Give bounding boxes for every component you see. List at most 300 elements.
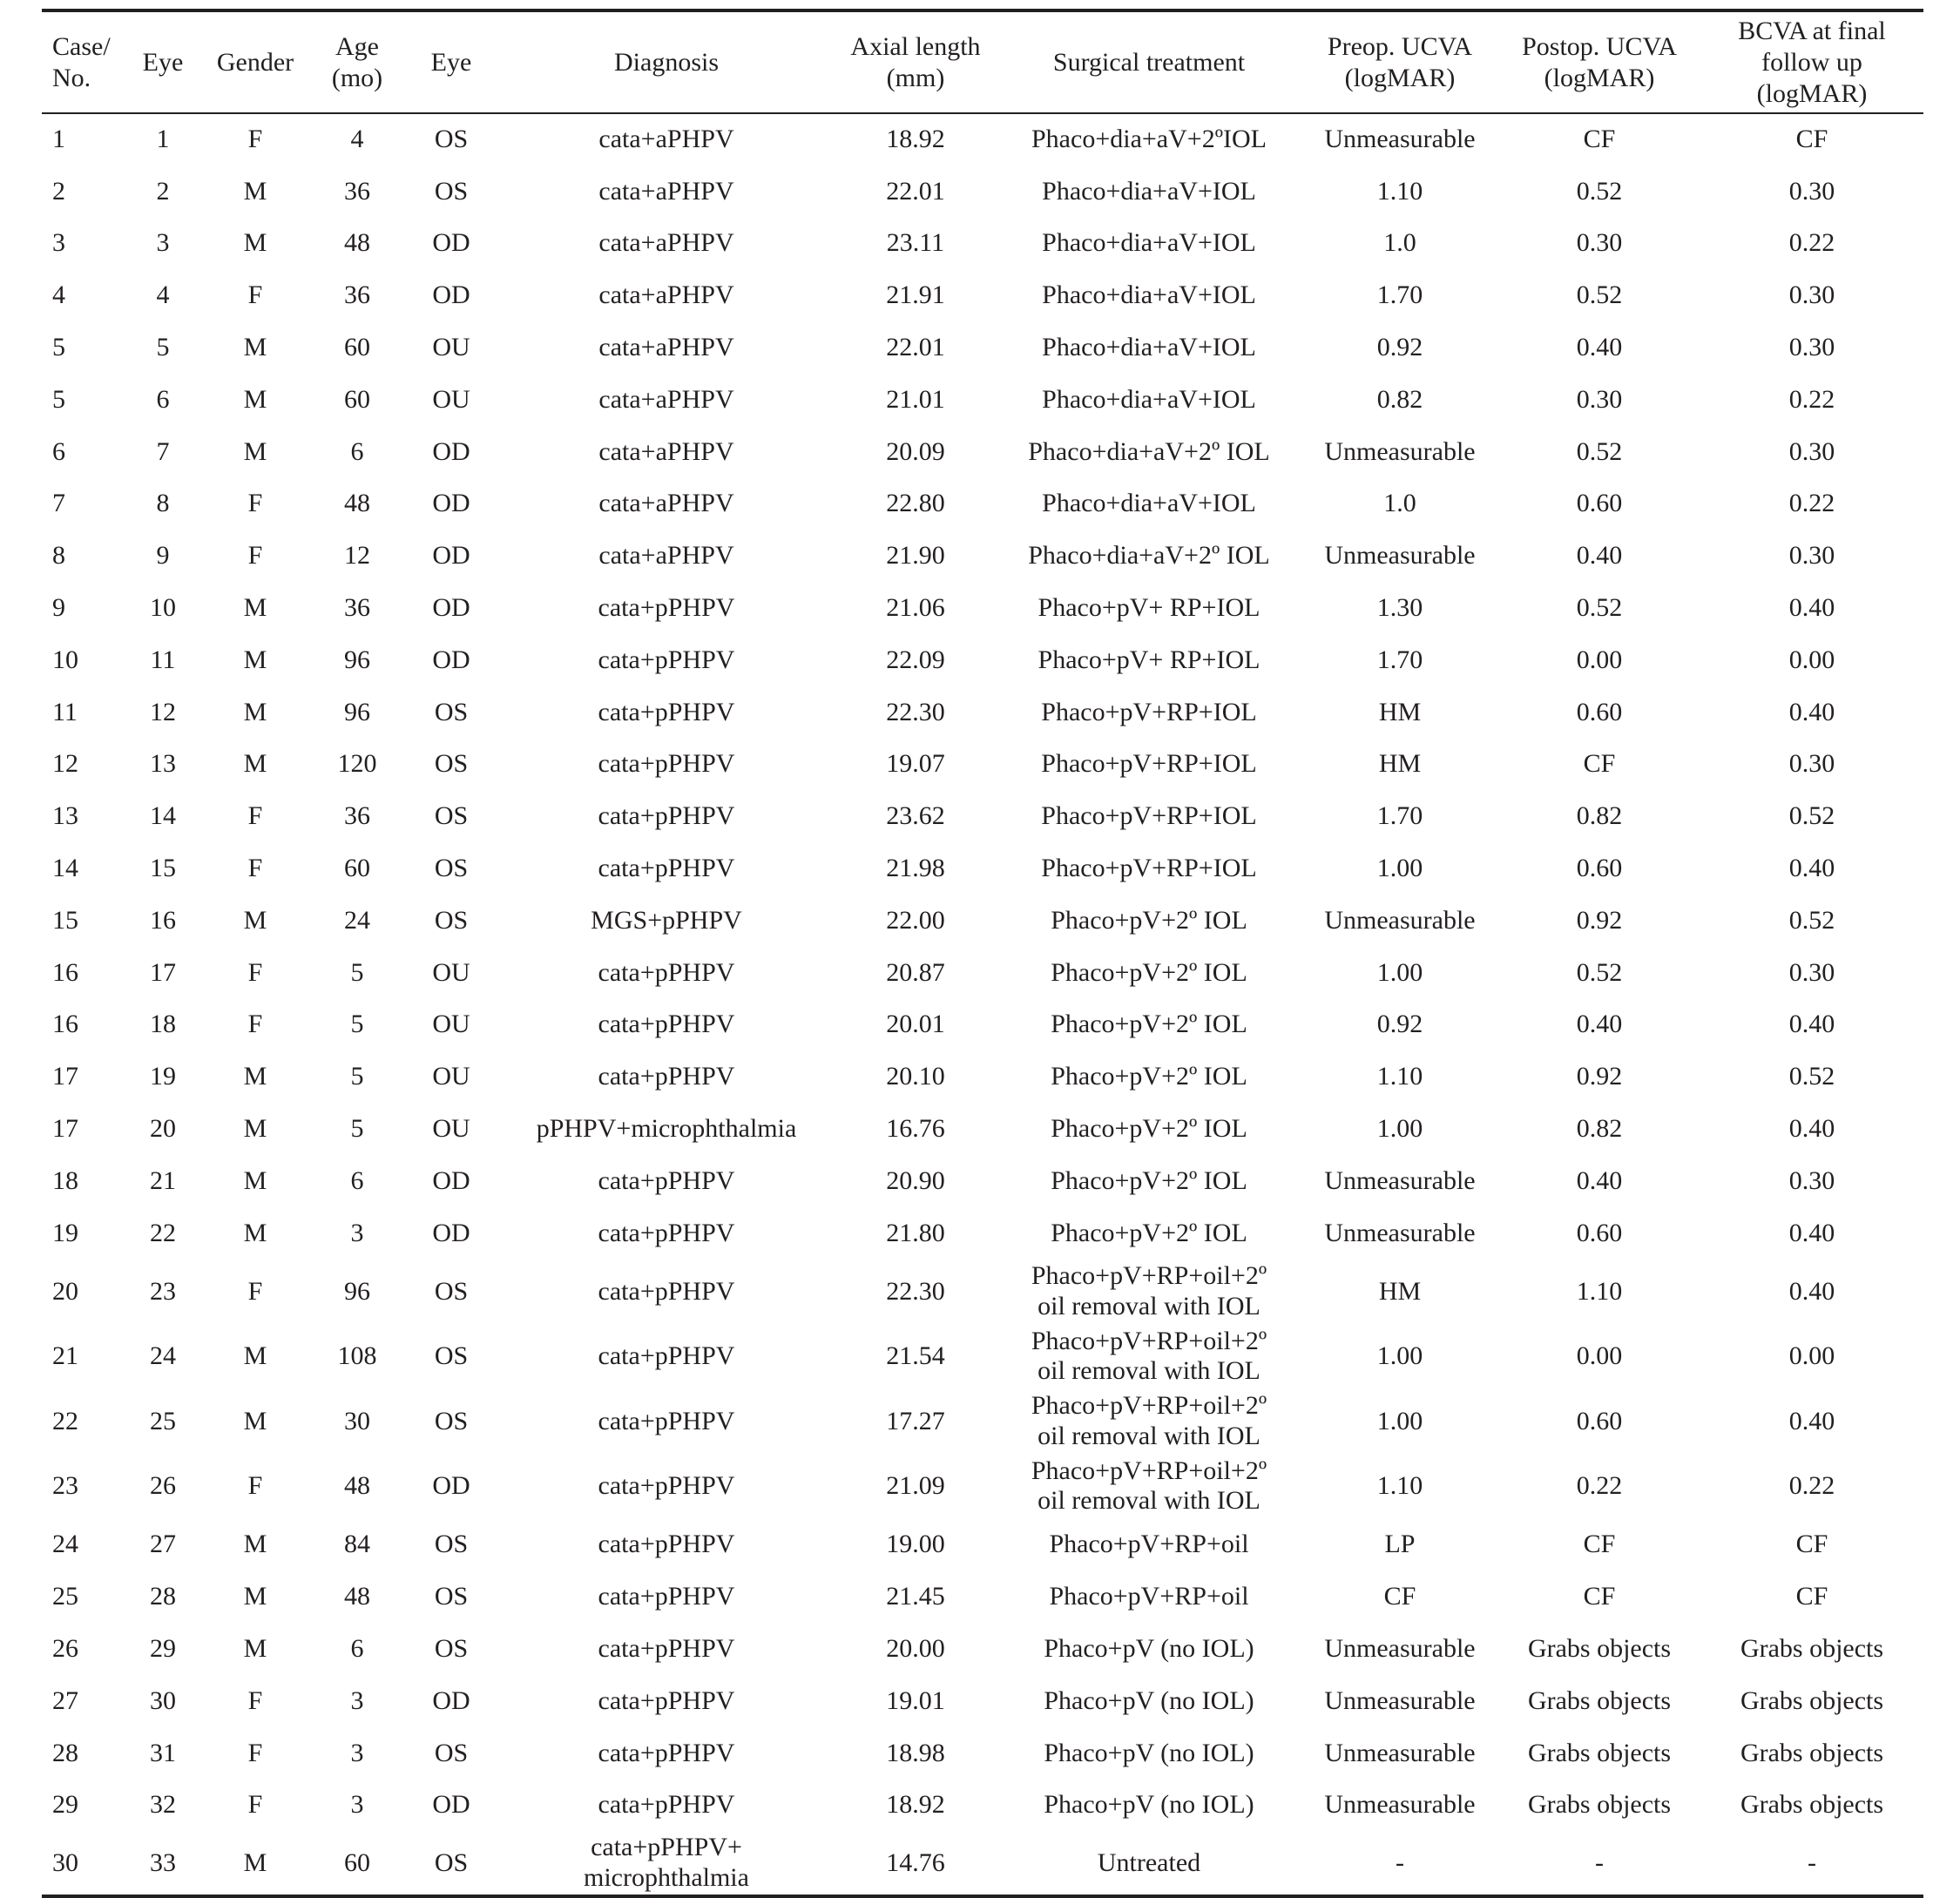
cell-surgical-treatment: Phaco+dia+aV+2º IOL xyxy=(1028,541,1270,571)
cell-preop-ucva: LP xyxy=(1384,1530,1416,1559)
cell-postop-ucva: 0.40 xyxy=(1576,1010,1623,1039)
cell-postop-ucva: 0.40 xyxy=(1576,541,1623,571)
cell-eye-side: OD xyxy=(432,280,470,310)
cell-surgical-treatment: Phaco+pV+RP+IOL xyxy=(1041,697,1257,726)
cell-diagnosis: cata+pPHPV xyxy=(598,1634,735,1664)
cell-axial-length: 18.92 xyxy=(886,1790,945,1820)
cell-axial-length: 22.01 xyxy=(886,333,945,362)
cell-diagnosis: cata+pPHPV xyxy=(598,645,735,674)
cell-surgical-treatment: Phaco+pV+RP+oil xyxy=(1049,1582,1249,1611)
cell-surgical-treatment: Untreated xyxy=(1097,1847,1201,1877)
cell-preop-ucva: HM xyxy=(1378,1276,1422,1306)
cell-eye-number: 16 xyxy=(150,905,176,935)
cell-gender: F xyxy=(247,957,263,987)
cell-eye-number: 30 xyxy=(150,1685,176,1715)
cell-postop-ucva: 0.00 xyxy=(1576,645,1623,674)
cell-axial-length: 20.01 xyxy=(886,1010,945,1039)
cell-eye-side: OU xyxy=(432,1010,470,1039)
cell-case-no: 1 xyxy=(52,125,65,154)
table-row xyxy=(42,1260,1923,1325)
cell-bcva-final: 0.40 xyxy=(1788,1010,1835,1039)
cell-case-no: 29 xyxy=(52,1790,78,1820)
cell-bcva-final: Grabs objects xyxy=(1740,1634,1884,1664)
cell-axial-length: 17.27 xyxy=(886,1406,945,1435)
cell-diagnosis: cata+aPHPV xyxy=(598,125,734,154)
cell-diagnosis: cata+pPHPV xyxy=(598,1530,735,1559)
cell-age: 12 xyxy=(344,541,370,571)
cell-gender: M xyxy=(243,1165,267,1195)
header-preop-ucva: Preop. UCVA (logMAR) xyxy=(1327,31,1473,92)
cell-bcva-final: 0.30 xyxy=(1788,541,1835,571)
cell-age: 6 xyxy=(350,1634,364,1664)
cell-bcva-final: Grabs objects xyxy=(1740,1790,1884,1820)
cell-axial-length: 22.09 xyxy=(886,645,945,674)
cell-bcva-final: 0.40 xyxy=(1788,697,1835,726)
cell-case-no: 18 xyxy=(52,1165,78,1195)
cell-eye-number: 14 xyxy=(150,801,176,831)
table-row xyxy=(42,1570,1923,1623)
table-row xyxy=(42,1675,1923,1727)
header-gender: Gender xyxy=(216,47,294,77)
cell-eye-side: OD xyxy=(432,1165,470,1195)
header-age: Age (mo) xyxy=(331,31,383,92)
cell-gender: F xyxy=(247,280,263,310)
cell-preop-ucva: 1.30 xyxy=(1376,593,1423,623)
cell-postop-ucva: 0.60 xyxy=(1576,1218,1623,1247)
cell-preop-ucva: 1.0 xyxy=(1383,228,1416,258)
table-row xyxy=(42,582,1923,634)
cell-age: 96 xyxy=(344,645,370,674)
cell-preop-ucva: 1.10 xyxy=(1376,176,1423,206)
table-row xyxy=(42,1831,1923,1896)
cell-age: 5 xyxy=(350,1062,364,1091)
cell-postop-ucva: 0.30 xyxy=(1576,228,1623,258)
cell-postop-ucva: 0.82 xyxy=(1576,801,1623,831)
cell-case-no: 30 xyxy=(52,1847,78,1877)
table-row xyxy=(42,374,1923,426)
cell-eye-number: 32 xyxy=(150,1790,176,1820)
cell-postop-ucva: 0.00 xyxy=(1576,1341,1623,1371)
cell-axial-length: 22.00 xyxy=(886,905,945,935)
cell-preop-ucva: 1.00 xyxy=(1376,854,1423,883)
cell-diagnosis: cata+pPHPV xyxy=(598,1790,735,1820)
cell-axial-length: 16.76 xyxy=(886,1114,945,1144)
cell-eye-side: OD xyxy=(432,1471,470,1501)
table-body xyxy=(42,113,1923,1896)
cell-age: 96 xyxy=(344,697,370,726)
cell-eye-side: OD xyxy=(432,489,470,518)
cell-postop-ucva: 0.52 xyxy=(1576,436,1623,466)
cell-surgical-treatment: Phaco+pV+2º IOL xyxy=(1051,1218,1247,1247)
cell-preop-ucva: 0.92 xyxy=(1376,1010,1423,1039)
cell-surgical-treatment: Phaco+pV (no IOL) xyxy=(1044,1790,1254,1820)
cell-preop-ucva: 0.82 xyxy=(1376,384,1423,414)
cell-surgical-treatment: Phaco+pV+2º IOL xyxy=(1051,1114,1247,1144)
cell-case-no: 16 xyxy=(52,957,78,987)
cell-bcva-final: 0.40 xyxy=(1788,1218,1835,1247)
cell-surgical-treatment: Phaco+pV+RP+oil xyxy=(1049,1530,1249,1559)
cell-gender: M xyxy=(243,1634,267,1664)
cell-axial-length: 21.06 xyxy=(886,593,945,623)
table-row xyxy=(42,1454,1923,1519)
cell-eye-side: OD xyxy=(432,436,470,466)
cell-bcva-final: 0.30 xyxy=(1788,1165,1835,1195)
cell-eye-number: 12 xyxy=(150,697,176,726)
cell-case-no: 27 xyxy=(52,1685,78,1715)
cell-axial-length: 21.54 xyxy=(886,1341,945,1371)
cell-eye-number: 7 xyxy=(156,436,170,466)
cell-preop-ucva: - xyxy=(1396,1847,1404,1877)
cell-diagnosis: cata+pPHPV xyxy=(598,1738,735,1767)
cell-bcva-final: 0.40 xyxy=(1788,593,1835,623)
cell-eye-number: 20 xyxy=(150,1114,176,1144)
cell-age: 36 xyxy=(344,801,370,831)
cell-axial-length: 21.09 xyxy=(886,1471,945,1501)
cell-eye-number: 17 xyxy=(150,957,176,987)
cell-postop-ucva: Grabs objects xyxy=(1527,1634,1672,1664)
cell-axial-length: 19.00 xyxy=(886,1530,945,1559)
cell-case-no: 23 xyxy=(52,1471,78,1501)
cell-axial-length: 22.30 xyxy=(886,1276,945,1306)
cell-preop-ucva: Unmeasurable xyxy=(1324,1738,1476,1767)
cell-eye-number: 18 xyxy=(150,1010,176,1039)
cell-gender: M xyxy=(243,384,267,414)
cell-gender: M xyxy=(243,1062,267,1091)
cell-case-no: 28 xyxy=(52,1738,78,1767)
cell-age: 48 xyxy=(344,1471,370,1501)
table-row xyxy=(42,1780,1923,1832)
cell-bcva-final: 0.00 xyxy=(1788,645,1835,674)
cell-surgical-treatment: Phaco+pV (no IOL) xyxy=(1044,1634,1254,1664)
cell-preop-ucva: Unmeasurable xyxy=(1324,125,1476,154)
cell-postop-ucva: 0.52 xyxy=(1576,957,1623,987)
cell-postop-ucva: 0.52 xyxy=(1576,593,1623,623)
cell-age: 36 xyxy=(344,280,370,310)
cell-preop-ucva: Unmeasurable xyxy=(1324,1685,1476,1715)
table-row xyxy=(42,947,1923,999)
results-table xyxy=(42,9,1923,1898)
cell-bcva-final: 0.22 xyxy=(1788,384,1835,414)
cell-eye-number: 6 xyxy=(156,384,170,414)
cell-eye-side: OS xyxy=(434,1847,469,1877)
cell-gender: M xyxy=(243,333,267,362)
cell-diagnosis: cata+pPHPV xyxy=(598,854,735,883)
cell-eye-number: 13 xyxy=(150,749,176,779)
cell-bcva-final: 0.22 xyxy=(1788,1471,1835,1501)
cell-age: 3 xyxy=(350,1685,364,1715)
cell-case-no: 26 xyxy=(52,1634,78,1664)
cell-preop-ucva: Unmeasurable xyxy=(1324,905,1476,935)
cell-eye-side: OS xyxy=(434,1341,469,1371)
cell-eye-side: OD xyxy=(432,1218,470,1247)
cell-case-no: 15 xyxy=(52,905,78,935)
cell-surgical-treatment: Phaco+dia+aV+2ºIOL xyxy=(1031,125,1267,154)
cell-age: 3 xyxy=(350,1738,364,1767)
cell-bcva-final: 0.22 xyxy=(1788,489,1835,518)
cell-postop-ucva: 0.40 xyxy=(1576,333,1623,362)
cell-eye-number: 27 xyxy=(150,1530,176,1559)
cell-case-no: 2 xyxy=(52,176,65,206)
table-row xyxy=(42,1389,1923,1455)
cell-case-no: 4 xyxy=(52,280,65,310)
cell-diagnosis: pPHPV+microphthalmia xyxy=(536,1114,797,1144)
cell-diagnosis: cata+aPHPV xyxy=(598,541,734,571)
cell-case-no: 21 xyxy=(52,1341,78,1371)
cell-eye-number: 4 xyxy=(156,280,170,310)
cell-diagnosis: cata+aPHPV xyxy=(598,176,734,206)
cell-eye-side: OU xyxy=(432,957,470,987)
cell-gender: F xyxy=(247,1471,263,1501)
cell-axial-length: 23.11 xyxy=(886,228,945,258)
header-diagnosis: Diagnosis xyxy=(614,47,719,77)
cell-case-no: 6 xyxy=(52,436,65,466)
cell-bcva-final: 0.00 xyxy=(1788,1341,1835,1371)
cell-bcva-final: 0.40 xyxy=(1788,854,1835,883)
cell-case-no: 24 xyxy=(52,1530,78,1559)
cell-eye-number: 9 xyxy=(156,541,170,571)
cell-preop-ucva: 1.00 xyxy=(1376,1341,1423,1371)
cell-preop-ucva: Unmeasurable xyxy=(1324,1165,1476,1195)
cell-postop-ucva: CF xyxy=(1583,1582,1616,1611)
cell-axial-length: 22.80 xyxy=(886,489,945,518)
cell-surgical-treatment: Phaco+pV+2º IOL xyxy=(1051,1165,1247,1195)
cell-preop-ucva: Unmeasurable xyxy=(1324,1634,1476,1664)
cell-bcva-final: 0.30 xyxy=(1788,957,1835,987)
cell-case-no: 10 xyxy=(52,645,78,674)
cell-eye-side: OD xyxy=(432,541,470,571)
cell-case-no: 22 xyxy=(52,1406,78,1435)
cell-gender: M xyxy=(243,645,267,674)
cell-eye-number: 23 xyxy=(150,1276,176,1306)
cell-age: 24 xyxy=(344,905,370,935)
cell-diagnosis: cata+pPHPV xyxy=(598,593,735,623)
header-axial-length: Axial length (mm) xyxy=(850,31,981,92)
cell-postop-ucva: 0.52 xyxy=(1576,176,1623,206)
cell-axial-length: 20.90 xyxy=(886,1165,945,1195)
cell-eye-side: OS xyxy=(434,1634,469,1664)
cell-axial-length: 20.09 xyxy=(886,436,945,466)
cell-case-no: 19 xyxy=(52,1218,78,1247)
cell-surgical-treatment: Phaco+pV+RP+oil+2º oil removal with IOL xyxy=(1031,1391,1267,1450)
cell-eye-number: 29 xyxy=(150,1634,176,1664)
cell-gender: F xyxy=(247,125,263,154)
cell-bcva-final: 0.40 xyxy=(1788,1406,1835,1435)
cell-surgical-treatment: Phaco+dia+aV+IOL xyxy=(1042,489,1256,518)
cell-diagnosis: cata+pPHPV xyxy=(598,749,735,779)
cell-preop-ucva: CF xyxy=(1383,1582,1416,1611)
cell-diagnosis: cata+pPHPV xyxy=(598,1276,735,1306)
cell-age: 48 xyxy=(344,228,370,258)
cell-age: 48 xyxy=(344,1582,370,1611)
table-row xyxy=(42,686,1923,739)
cell-axial-length: 21.80 xyxy=(886,1218,945,1247)
cell-diagnosis: cata+pPHPV xyxy=(598,1010,735,1039)
cell-eye-side: OU xyxy=(432,333,470,362)
cell-bcva-final: 0.30 xyxy=(1788,749,1835,779)
cell-eye-side: OU xyxy=(432,384,470,414)
header-surgical-treatment: Surgical treatment xyxy=(1052,47,1246,77)
cell-eye-side: OS xyxy=(434,125,469,154)
cell-postop-ucva: CF xyxy=(1583,125,1616,154)
cell-axial-length: 23.62 xyxy=(886,801,945,831)
table-row xyxy=(42,790,1923,842)
cell-age: 5 xyxy=(350,1010,364,1039)
cell-preop-ucva: HM xyxy=(1378,697,1422,726)
cell-preop-ucva: 1.70 xyxy=(1376,801,1423,831)
cell-bcva-final: 0.40 xyxy=(1788,1114,1835,1144)
cell-axial-length: 20.00 xyxy=(886,1634,945,1664)
cell-preop-ucva: 0.92 xyxy=(1376,333,1423,362)
cell-surgical-treatment: Phaco+pV+2º IOL xyxy=(1051,905,1247,935)
cell-gender: M xyxy=(243,1582,267,1611)
cell-diagnosis: cata+pPHPV xyxy=(598,1406,735,1435)
cell-surgical-treatment: Phaco+pV (no IOL) xyxy=(1044,1738,1254,1767)
cell-gender: M xyxy=(243,228,267,258)
cell-preop-ucva: 1.10 xyxy=(1376,1471,1423,1501)
table-row xyxy=(42,269,1923,321)
cell-gender: M xyxy=(243,1218,267,1247)
cell-diagnosis: cata+pPHPV+ microphthalmia xyxy=(584,1833,749,1892)
cell-axial-length: 21.45 xyxy=(886,1582,945,1611)
cell-axial-length: 21.91 xyxy=(886,280,945,310)
cell-gender: F xyxy=(247,1010,263,1039)
cell-eye-number: 21 xyxy=(150,1165,176,1195)
cell-postop-ucva: 0.92 xyxy=(1576,905,1623,935)
cell-case-no: 11 xyxy=(52,697,78,726)
cell-eye-side: OU xyxy=(432,1062,470,1091)
table-row xyxy=(42,1519,1923,1571)
cell-axial-length: 14.76 xyxy=(886,1847,945,1877)
header-case-no: Case/ No. xyxy=(52,31,111,92)
cell-postop-ucva: 0.92 xyxy=(1576,1062,1623,1091)
cell-case-no: 3 xyxy=(52,228,65,258)
cell-diagnosis: MGS+pPHPV xyxy=(591,905,742,935)
cell-case-no: 14 xyxy=(52,854,78,883)
cell-eye-side: OD xyxy=(432,645,470,674)
cell-bcva-final: 0.30 xyxy=(1788,176,1835,206)
cell-eye-number: 33 xyxy=(150,1847,176,1877)
header-eye-number: Eye xyxy=(142,47,184,77)
table-row xyxy=(42,1050,1923,1103)
cell-case-no: 8 xyxy=(52,541,65,571)
cell-gender: F xyxy=(247,801,263,831)
table-row xyxy=(42,1103,1923,1155)
cell-age: 36 xyxy=(344,176,370,206)
cell-eye-side: OS xyxy=(434,749,469,779)
cell-eye-side: OS xyxy=(434,1406,469,1435)
table-row xyxy=(42,113,1923,165)
cell-axial-length: 20.87 xyxy=(886,957,945,987)
cell-gender: F xyxy=(247,854,263,883)
cell-surgical-treatment: Phaco+pV+RP+IOL xyxy=(1041,749,1257,779)
cell-gender: F xyxy=(247,1276,263,1306)
cell-bcva-final: 0.40 xyxy=(1788,1276,1835,1306)
cell-eye-number: 5 xyxy=(156,333,170,362)
cell-preop-ucva: Unmeasurable xyxy=(1324,436,1476,466)
cell-postop-ucva: CF xyxy=(1583,749,1616,779)
cell-diagnosis: cata+pPHPV xyxy=(598,1582,735,1611)
table-row xyxy=(42,842,1923,895)
cell-case-no: 17 xyxy=(52,1114,78,1144)
cell-gender: M xyxy=(243,697,267,726)
cell-eye-side: OS xyxy=(434,697,469,726)
cell-bcva-final: Grabs objects xyxy=(1740,1738,1884,1767)
cell-surgical-treatment: Phaco+pV+RP+oil+2º oil removal with IOL xyxy=(1031,1261,1267,1320)
cell-diagnosis: cata+aPHPV xyxy=(598,384,734,414)
cell-diagnosis: cata+pPHPV xyxy=(598,1685,735,1715)
header-postop-ucva: Postop. UCVA (logMAR) xyxy=(1522,31,1677,92)
table-row xyxy=(42,478,1923,530)
cell-eye-number: 22 xyxy=(150,1218,176,1247)
cell-eye-side: OS xyxy=(434,854,469,883)
cell-gender: M xyxy=(243,436,267,466)
cell-surgical-treatment: Phaco+dia+aV+IOL xyxy=(1042,228,1256,258)
cell-preop-ucva: 1.70 xyxy=(1376,645,1423,674)
cell-preop-ucva: Unmeasurable xyxy=(1324,1218,1476,1247)
cell-bcva-final: 0.22 xyxy=(1788,228,1835,258)
cell-diagnosis: cata+pPHPV xyxy=(598,1165,735,1195)
cell-diagnosis: cata+pPHPV xyxy=(598,1471,735,1501)
cell-eye-number: 31 xyxy=(150,1738,176,1767)
cell-bcva-final: 0.52 xyxy=(1788,905,1835,935)
cell-surgical-treatment: Phaco+pV+RP+IOL xyxy=(1041,854,1257,883)
table-row xyxy=(42,999,1923,1051)
cell-postop-ucva: 0.60 xyxy=(1576,697,1623,726)
cell-postop-ucva: - xyxy=(1595,1847,1604,1877)
table-row xyxy=(42,895,1923,947)
cell-gender: M xyxy=(243,1406,267,1435)
cell-eye-number: 24 xyxy=(150,1341,176,1371)
cell-case-no: 13 xyxy=(52,801,78,831)
cell-axial-length: 18.92 xyxy=(886,125,945,154)
cell-surgical-treatment: Phaco+dia+aV+IOL xyxy=(1042,280,1256,310)
cell-eye-number: 15 xyxy=(150,854,176,883)
cell-case-no: 7 xyxy=(52,489,65,518)
cell-gender: M xyxy=(243,905,267,935)
cell-eye-number: 3 xyxy=(156,228,170,258)
cell-surgical-treatment: Phaco+pV+2º IOL xyxy=(1051,1062,1247,1091)
cell-postop-ucva: 0.60 xyxy=(1576,1406,1623,1435)
cell-eye-side: OS xyxy=(434,1738,469,1767)
cell-eye-side: OS xyxy=(434,801,469,831)
cell-age: 108 xyxy=(337,1341,377,1371)
cell-axial-length: 19.07 xyxy=(886,749,945,779)
cell-diagnosis: cata+pPHPV xyxy=(598,1341,735,1371)
cell-bcva-final: 0.52 xyxy=(1788,1062,1835,1091)
cell-bcva-final: CF xyxy=(1795,1582,1828,1611)
cell-bcva-final: CF xyxy=(1795,1530,1828,1559)
cell-bcva-final: 0.30 xyxy=(1788,436,1835,466)
cell-axial-length: 20.10 xyxy=(886,1062,945,1091)
cell-postop-ucva: 1.10 xyxy=(1576,1276,1623,1306)
cell-postop-ucva: 0.52 xyxy=(1576,280,1623,310)
table-row xyxy=(42,426,1923,478)
cell-bcva-final: Grabs objects xyxy=(1740,1685,1884,1715)
header-bcva-final: BCVA at final follow up (logMAR) xyxy=(1738,16,1886,108)
cell-eye-number: 11 xyxy=(150,645,176,674)
cell-case-no: 9 xyxy=(52,593,65,623)
cell-age: 3 xyxy=(350,1218,364,1247)
cell-eye-number: 28 xyxy=(150,1582,176,1611)
cell-gender: M xyxy=(243,593,267,623)
cell-age: 84 xyxy=(344,1530,370,1559)
cell-case-no: 12 xyxy=(52,749,78,779)
cell-age: 4 xyxy=(350,125,364,154)
cell-gender: F xyxy=(247,541,263,571)
cell-preop-ucva: 1.00 xyxy=(1376,957,1423,987)
cell-age: 60 xyxy=(344,1847,370,1877)
cell-age: 3 xyxy=(350,1790,364,1820)
